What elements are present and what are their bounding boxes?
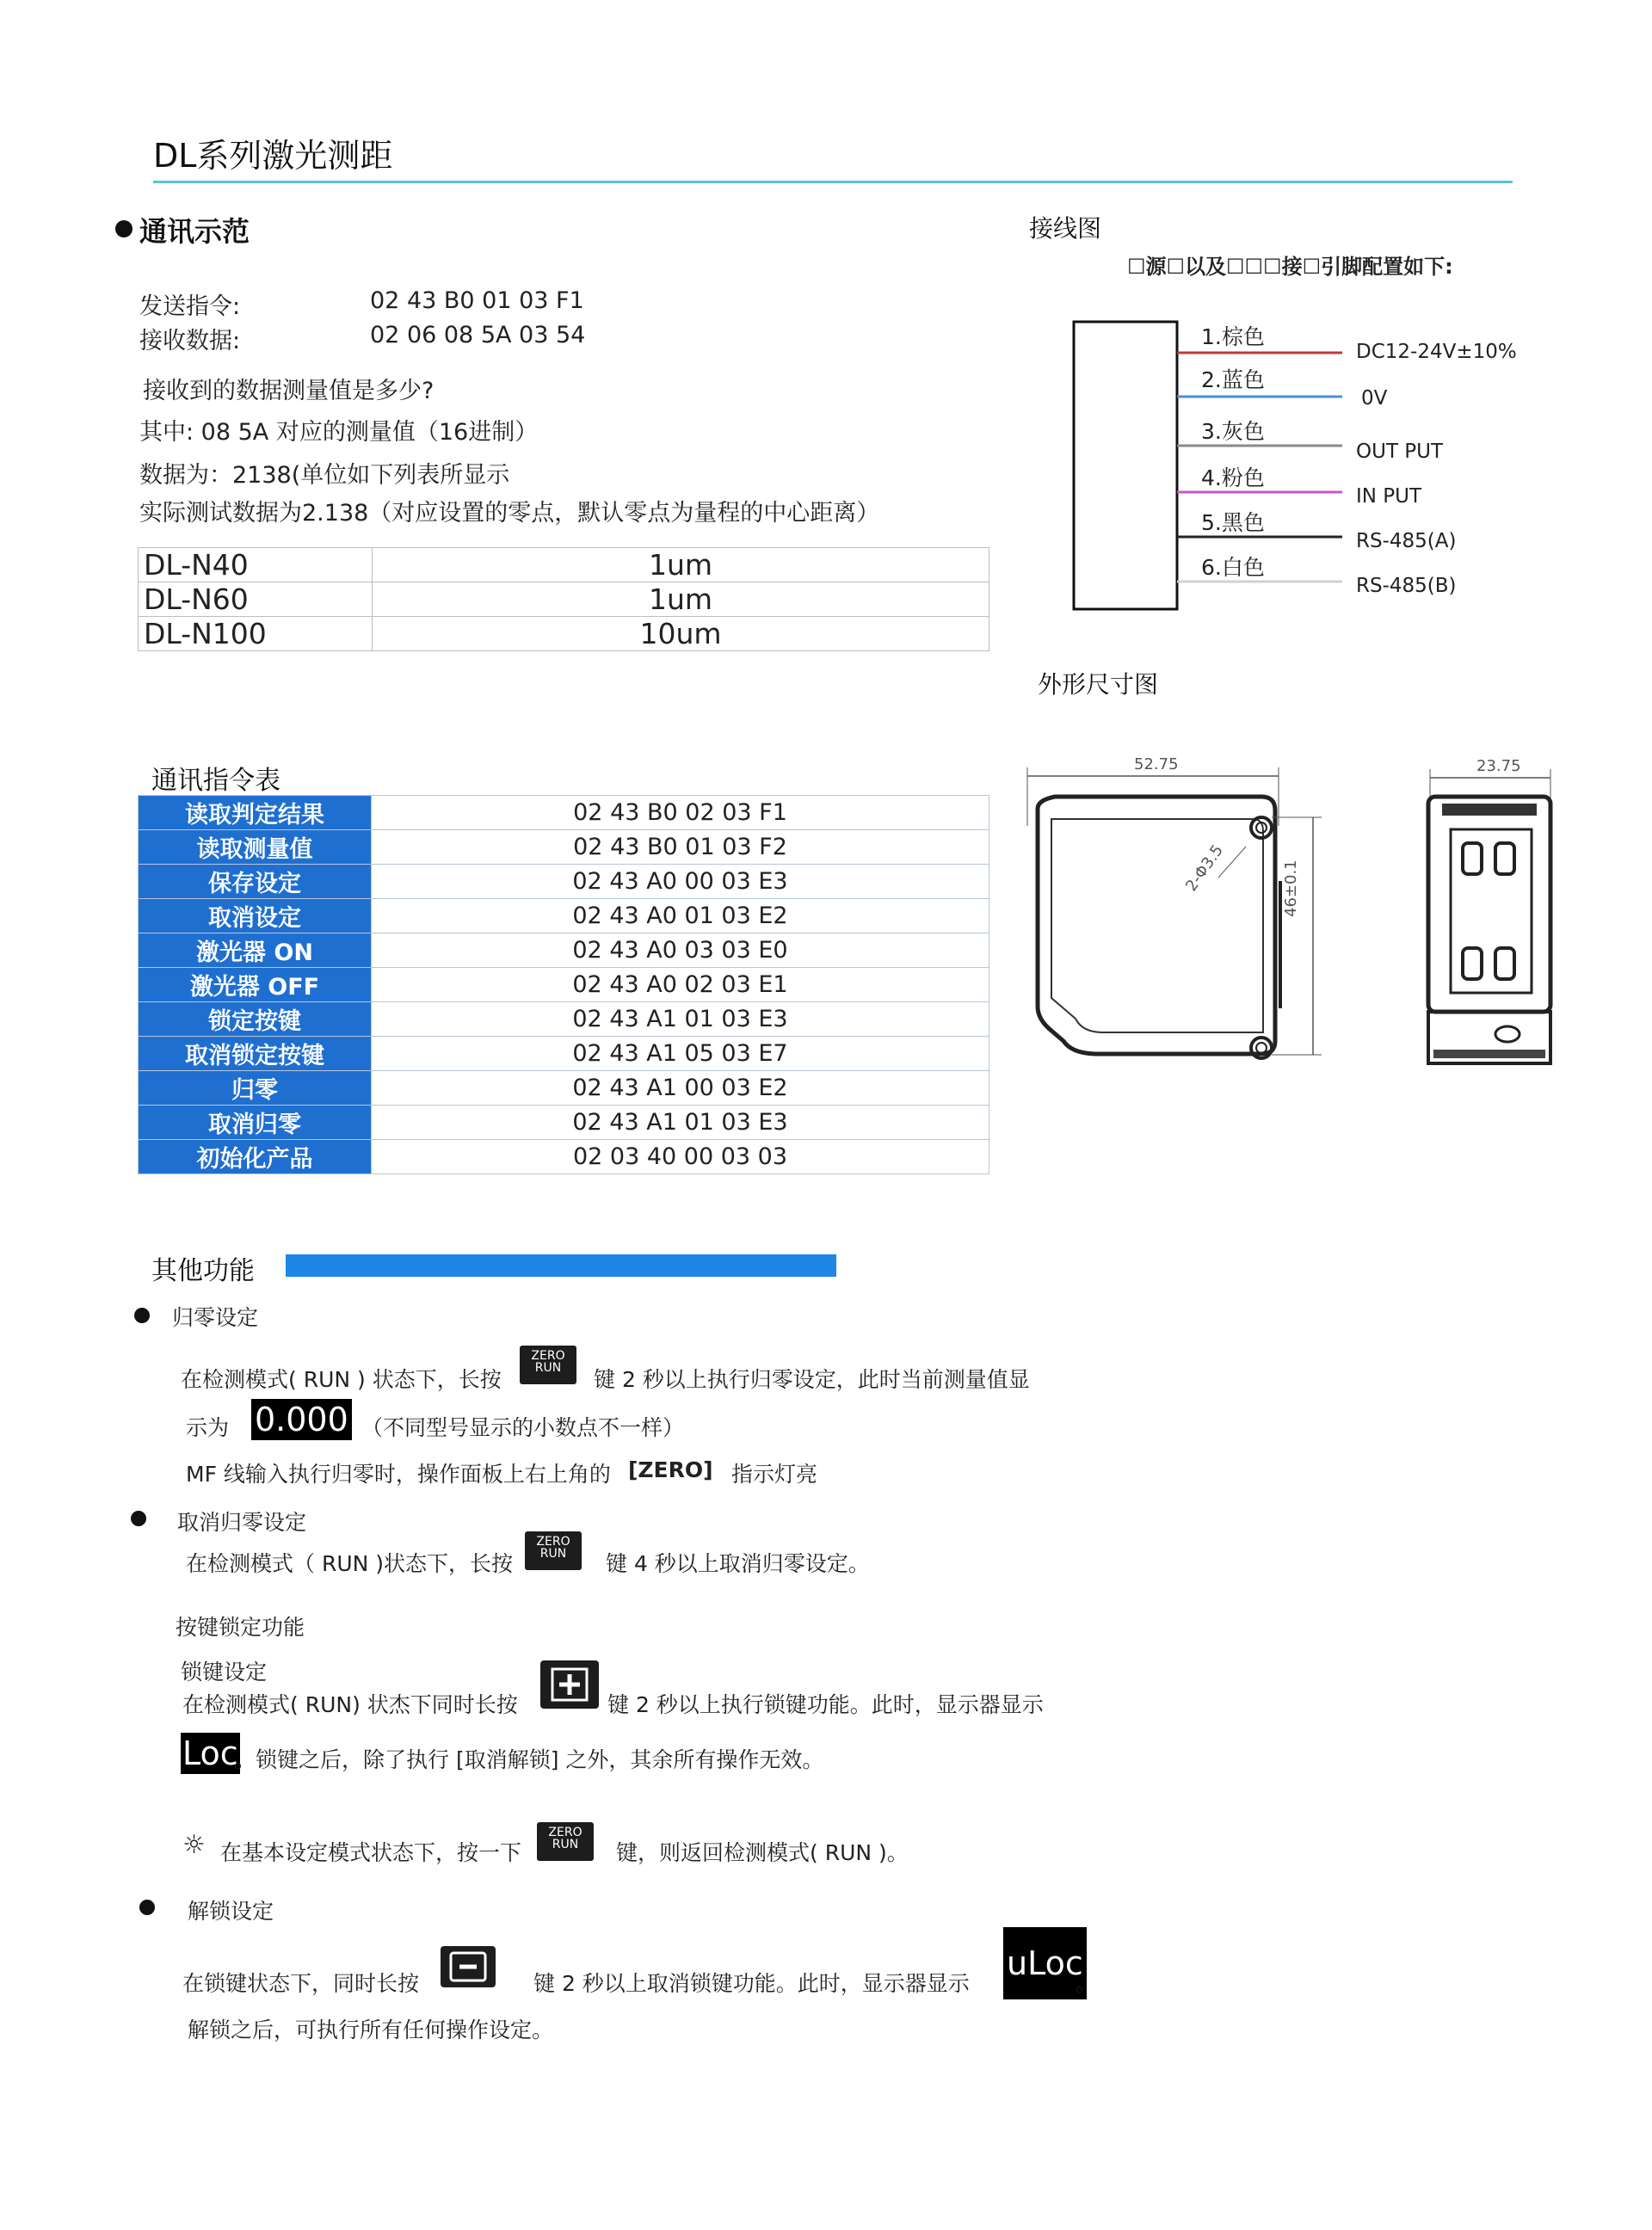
cmd-name-cell: 取消设定 [139, 899, 372, 933]
key-bottom-label: RUN [534, 1361, 562, 1375]
side-view-drawing [1421, 757, 1568, 1075]
lock-display: Loc [182, 1734, 238, 1772]
heading-accent-bar [286, 1254, 836, 1277]
lock-line1a: 在检测模式( RUN) 状杰下同时长按 [182, 1692, 518, 1717]
cancel-zero-title: 取消归零设定 [177, 1510, 307, 1535]
send-value: 02 43 B0 01 03 F1 [370, 287, 584, 314]
unlock-title: 解锁设定 [188, 1899, 274, 1924]
cmd-code-cell: 02 43 A1 05 03 E7 [372, 1037, 989, 1071]
wire-label: 2.蓝色 [1201, 367, 1265, 392]
zero-line1a: 在检测模式( RUN ) 状态下，长按 [181, 1367, 502, 1392]
unit-cell: 1um [373, 548, 989, 582]
cmd-name-cell: 归零 [139, 1071, 372, 1106]
wire-label: 3.灰色 [1201, 419, 1265, 444]
key-bottom-label: RUN [539, 1547, 567, 1561]
cmd-code-cell: 02 03 40 00 03 03 [372, 1140, 989, 1174]
cmd-code-cell: 02 43 A1 00 03 E2 [372, 1071, 989, 1106]
table-row [139, 617, 989, 651]
signal-label: OUT PUT [1356, 440, 1444, 463]
unit-table [138, 547, 989, 651]
cmd-name-cell: 锁定按键 [139, 1002, 372, 1037]
table-row [139, 1106, 989, 1140]
plus-key-icon [540, 1660, 599, 1709]
cmd-code-cell: 02 43 A0 03 03 E0 [372, 933, 989, 968]
key-bottom-label: RUN [552, 1838, 579, 1851]
zero-line2b: （不同型号显示的小数点不一样） [361, 1415, 685, 1440]
zero-line3c: 指示灯亮 [731, 1462, 818, 1487]
width-b-label: 23.75 [1476, 757, 1521, 775]
unit-cell: 10um [373, 617, 989, 651]
table-row [139, 933, 989, 968]
table-row [139, 1140, 989, 1174]
bullet-icon [139, 1900, 155, 1915]
minus-key-icon [441, 1946, 496, 1987]
hex-explain-text: 其中: 08 5A 对应的测量值（16进制） [139, 419, 539, 446]
unit-cell: 1um [373, 582, 989, 617]
zero-run-key-icon [525, 1531, 582, 1570]
zero-line3b: [ZERO] [628, 1457, 713, 1482]
lock-title: 锁键设定 [181, 1660, 268, 1685]
zero-title: 归零设定 [172, 1305, 259, 1330]
key-top-label: ZERO [536, 1535, 570, 1549]
key-top-label: ZERO [548, 1826, 583, 1839]
wire-label: 5.黑色 [1201, 510, 1265, 535]
title-divider [153, 181, 1513, 183]
table-row [139, 1071, 989, 1106]
table-row [139, 830, 989, 865]
lock-line2: 。锁键之后，除了执行 [取消解锁] 之外，其余所有操作无效。 [234, 1747, 824, 1772]
actual-data-text: 实际测试数据为2.138（对应设置的零点，默认零点为量程的中心距离） [139, 500, 880, 527]
unlock-line1a: 在锁键状态下，同时长按 [182, 1971, 420, 1996]
tip-line-a: 在基本设定模式状态下，按一下 [220, 1840, 522, 1865]
data-value-text: 数据为：2138(单位如下列表所显示 [139, 462, 510, 489]
zero-line1b: 键 2 秒以上执行归零设定，此时当前测量值显 [594, 1367, 1030, 1392]
command-table [138, 795, 989, 1174]
signal-label: IN PUT [1356, 485, 1422, 508]
table-row [139, 548, 989, 582]
hole-label: 2-Φ3.5 [1182, 841, 1228, 896]
wire-label: 4.粉色 [1201, 465, 1265, 490]
bullet-icon [134, 1308, 150, 1323]
dimension-heading: 外形尺寸图 [1038, 670, 1159, 699]
table-row [139, 796, 989, 830]
zero-line2a: 示为 [186, 1415, 230, 1440]
question-text: 接收到的数据测量值是多少? [143, 378, 435, 404]
cmd-name-cell: 读取判定结果 [139, 796, 372, 830]
comm-example-heading: 通讯示范 [139, 215, 250, 248]
signal-label: 0V [1361, 387, 1388, 410]
wire-label: 6.白色 [1201, 555, 1265, 580]
model-cell: DL-N60 [139, 582, 373, 617]
wiring-heading: 接线图 [1029, 214, 1102, 243]
table-row [139, 582, 989, 617]
zero-run-key-icon [537, 1822, 594, 1861]
unlock-line2: 解锁之后，可执行所有任何操作设定。 [188, 2017, 554, 2042]
height-label: 46±0.1 [1282, 859, 1300, 917]
recv-label: 接收数据: [139, 328, 241, 354]
page-title: DL系列激光测距 [153, 137, 393, 175]
zero-line3a: MF 线输入执行归零时，操作面板上右上角的 [186, 1462, 611, 1487]
zero-run-key-icon [520, 1346, 576, 1384]
table-row [139, 865, 989, 899]
cmd-code-cell: 02 43 A0 02 03 E1 [372, 968, 989, 1002]
table-row [139, 968, 989, 1002]
cmd-name-cell: 读取测量值 [139, 830, 372, 865]
unlock-line1b: 键 2 秒以上取消锁键功能。此时，显示器显示 [533, 1971, 970, 1996]
cancel-zero-line-a: 在检测模式（ RUN )状态下，长按 [186, 1551, 514, 1576]
cmd-name-cell: 激光器 OFF [139, 968, 372, 1002]
unlock-display: uLoc [1003, 1927, 1087, 1999]
connector-body [1074, 322, 1177, 609]
cancel-zero-line-b: 键 4 秒以上取消归零设定。 [606, 1551, 870, 1576]
cmd-name-cell: 取消归零 [139, 1106, 372, 1140]
cmd-name-cell: 激光器 ON [139, 933, 372, 968]
lock-line1b: 键 2 秒以上执行锁键功能。此时，显示器显示 [607, 1692, 1044, 1717]
lock-heading: 按键锁定功能 [176, 1615, 305, 1640]
table-row [139, 1002, 989, 1037]
send-label: 发送指令: [139, 293, 241, 320]
unlock-end: 。 [1076, 1971, 1098, 1996]
plus-icon [540, 1660, 599, 1709]
cmd-code-cell: 02 43 A0 01 03 E2 [372, 899, 989, 933]
wiring-subtitle: ☐源☐以及☐☐☐接☐引脚配置如下: [1127, 255, 1453, 279]
bullet-icon [131, 1511, 146, 1526]
wire-label: 1.棕色 [1201, 324, 1265, 349]
signal-label: RS-485(A) [1356, 530, 1457, 552]
sun-icon: ☼ [182, 1830, 206, 1860]
cmd-code-cell: 02 43 A1 01 03 E3 [372, 1002, 989, 1037]
minus-icon [441, 1946, 496, 1987]
signal-label: DC12-24V±10% [1356, 341, 1517, 363]
cmd-code-cell: 02 43 A0 00 03 E3 [372, 865, 989, 899]
cmd-code-cell: 02 43 A1 01 03 E3 [372, 1106, 989, 1140]
cmd-name-cell: 取消锁定按键 [139, 1037, 372, 1071]
other-heading: 其他功能 [151, 1256, 255, 1286]
signal-label: RS-485(B) [1356, 575, 1457, 597]
key-top-label: ZERO [531, 1349, 565, 1363]
zero-display: 0.000 [251, 1399, 352, 1440]
cmd-code-cell: 02 43 B0 01 03 F2 [372, 830, 989, 865]
cmd-code-cell: 02 43 B0 02 03 F1 [372, 796, 989, 830]
table-row [139, 899, 989, 933]
cmd-name-cell: 初始化产品 [139, 1140, 372, 1174]
tip-line-b: 键，则返回检测模式( RUN )。 [616, 1840, 909, 1865]
table-row [139, 1037, 989, 1071]
recv-value: 02 06 08 5A 03 54 [370, 322, 586, 348]
cmd-table-heading: 通讯指令表 [151, 766, 280, 796]
model-cell: DL-N100 [139, 617, 373, 651]
cmd-name-cell: 保存设定 [139, 865, 372, 899]
bullet-icon [115, 220, 133, 237]
model-cell: DL-N40 [139, 548, 373, 582]
width-a-label: 52.75 [1134, 755, 1179, 773]
